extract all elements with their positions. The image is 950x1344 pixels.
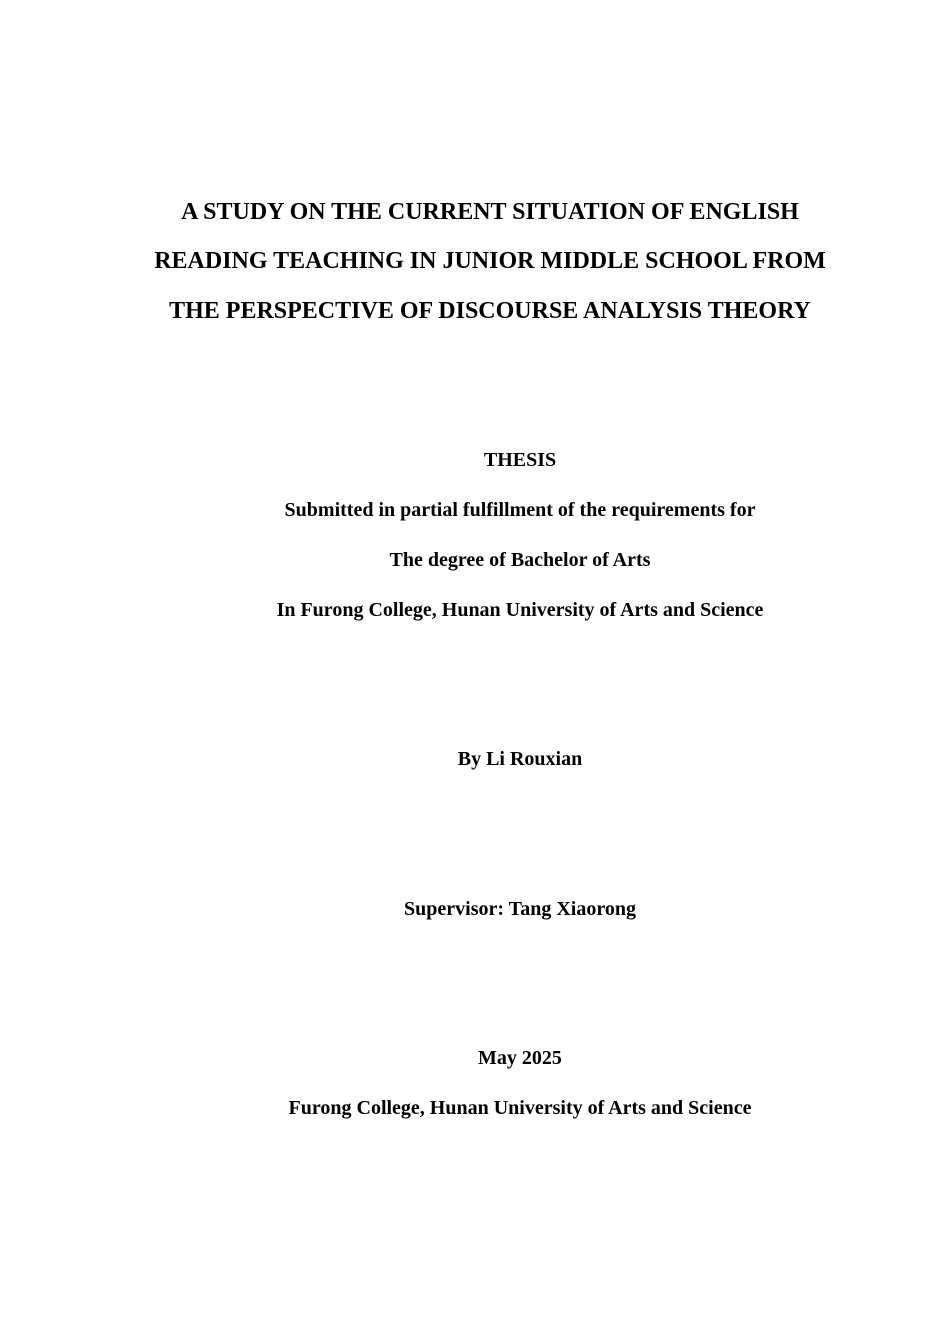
degree-line: The degree of Bachelor of Arts	[389, 549, 651, 571]
footer-institution-line: Furong College, Hunan University of Arts and Science	[288, 1097, 752, 1119]
title-line-1: A STUDY ON THE CURRENT SITUATION OF ENGLISH	[181, 199, 799, 225]
author-line: By Li Rouxian	[457, 748, 583, 770]
institution-line: In Furong College, Hunan University of Arts and Science	[276, 599, 764, 621]
submission-statement: Submitted in partial fulfillment of the requirements for	[284, 499, 756, 521]
supervisor-line: Supervisor: Tang Xiaorong	[404, 898, 636, 920]
date-line: May 2025	[478, 1047, 562, 1069]
title-line-3: THE PERSPECTIVE OF DISCOURSE ANALYSIS THEORY	[169, 298, 811, 324]
thesis-heading: THESIS	[483, 449, 557, 471]
title-line-2: READING TEACHING IN JUNIOR MIDDLE SCHOOL FROM	[154, 248, 826, 274]
